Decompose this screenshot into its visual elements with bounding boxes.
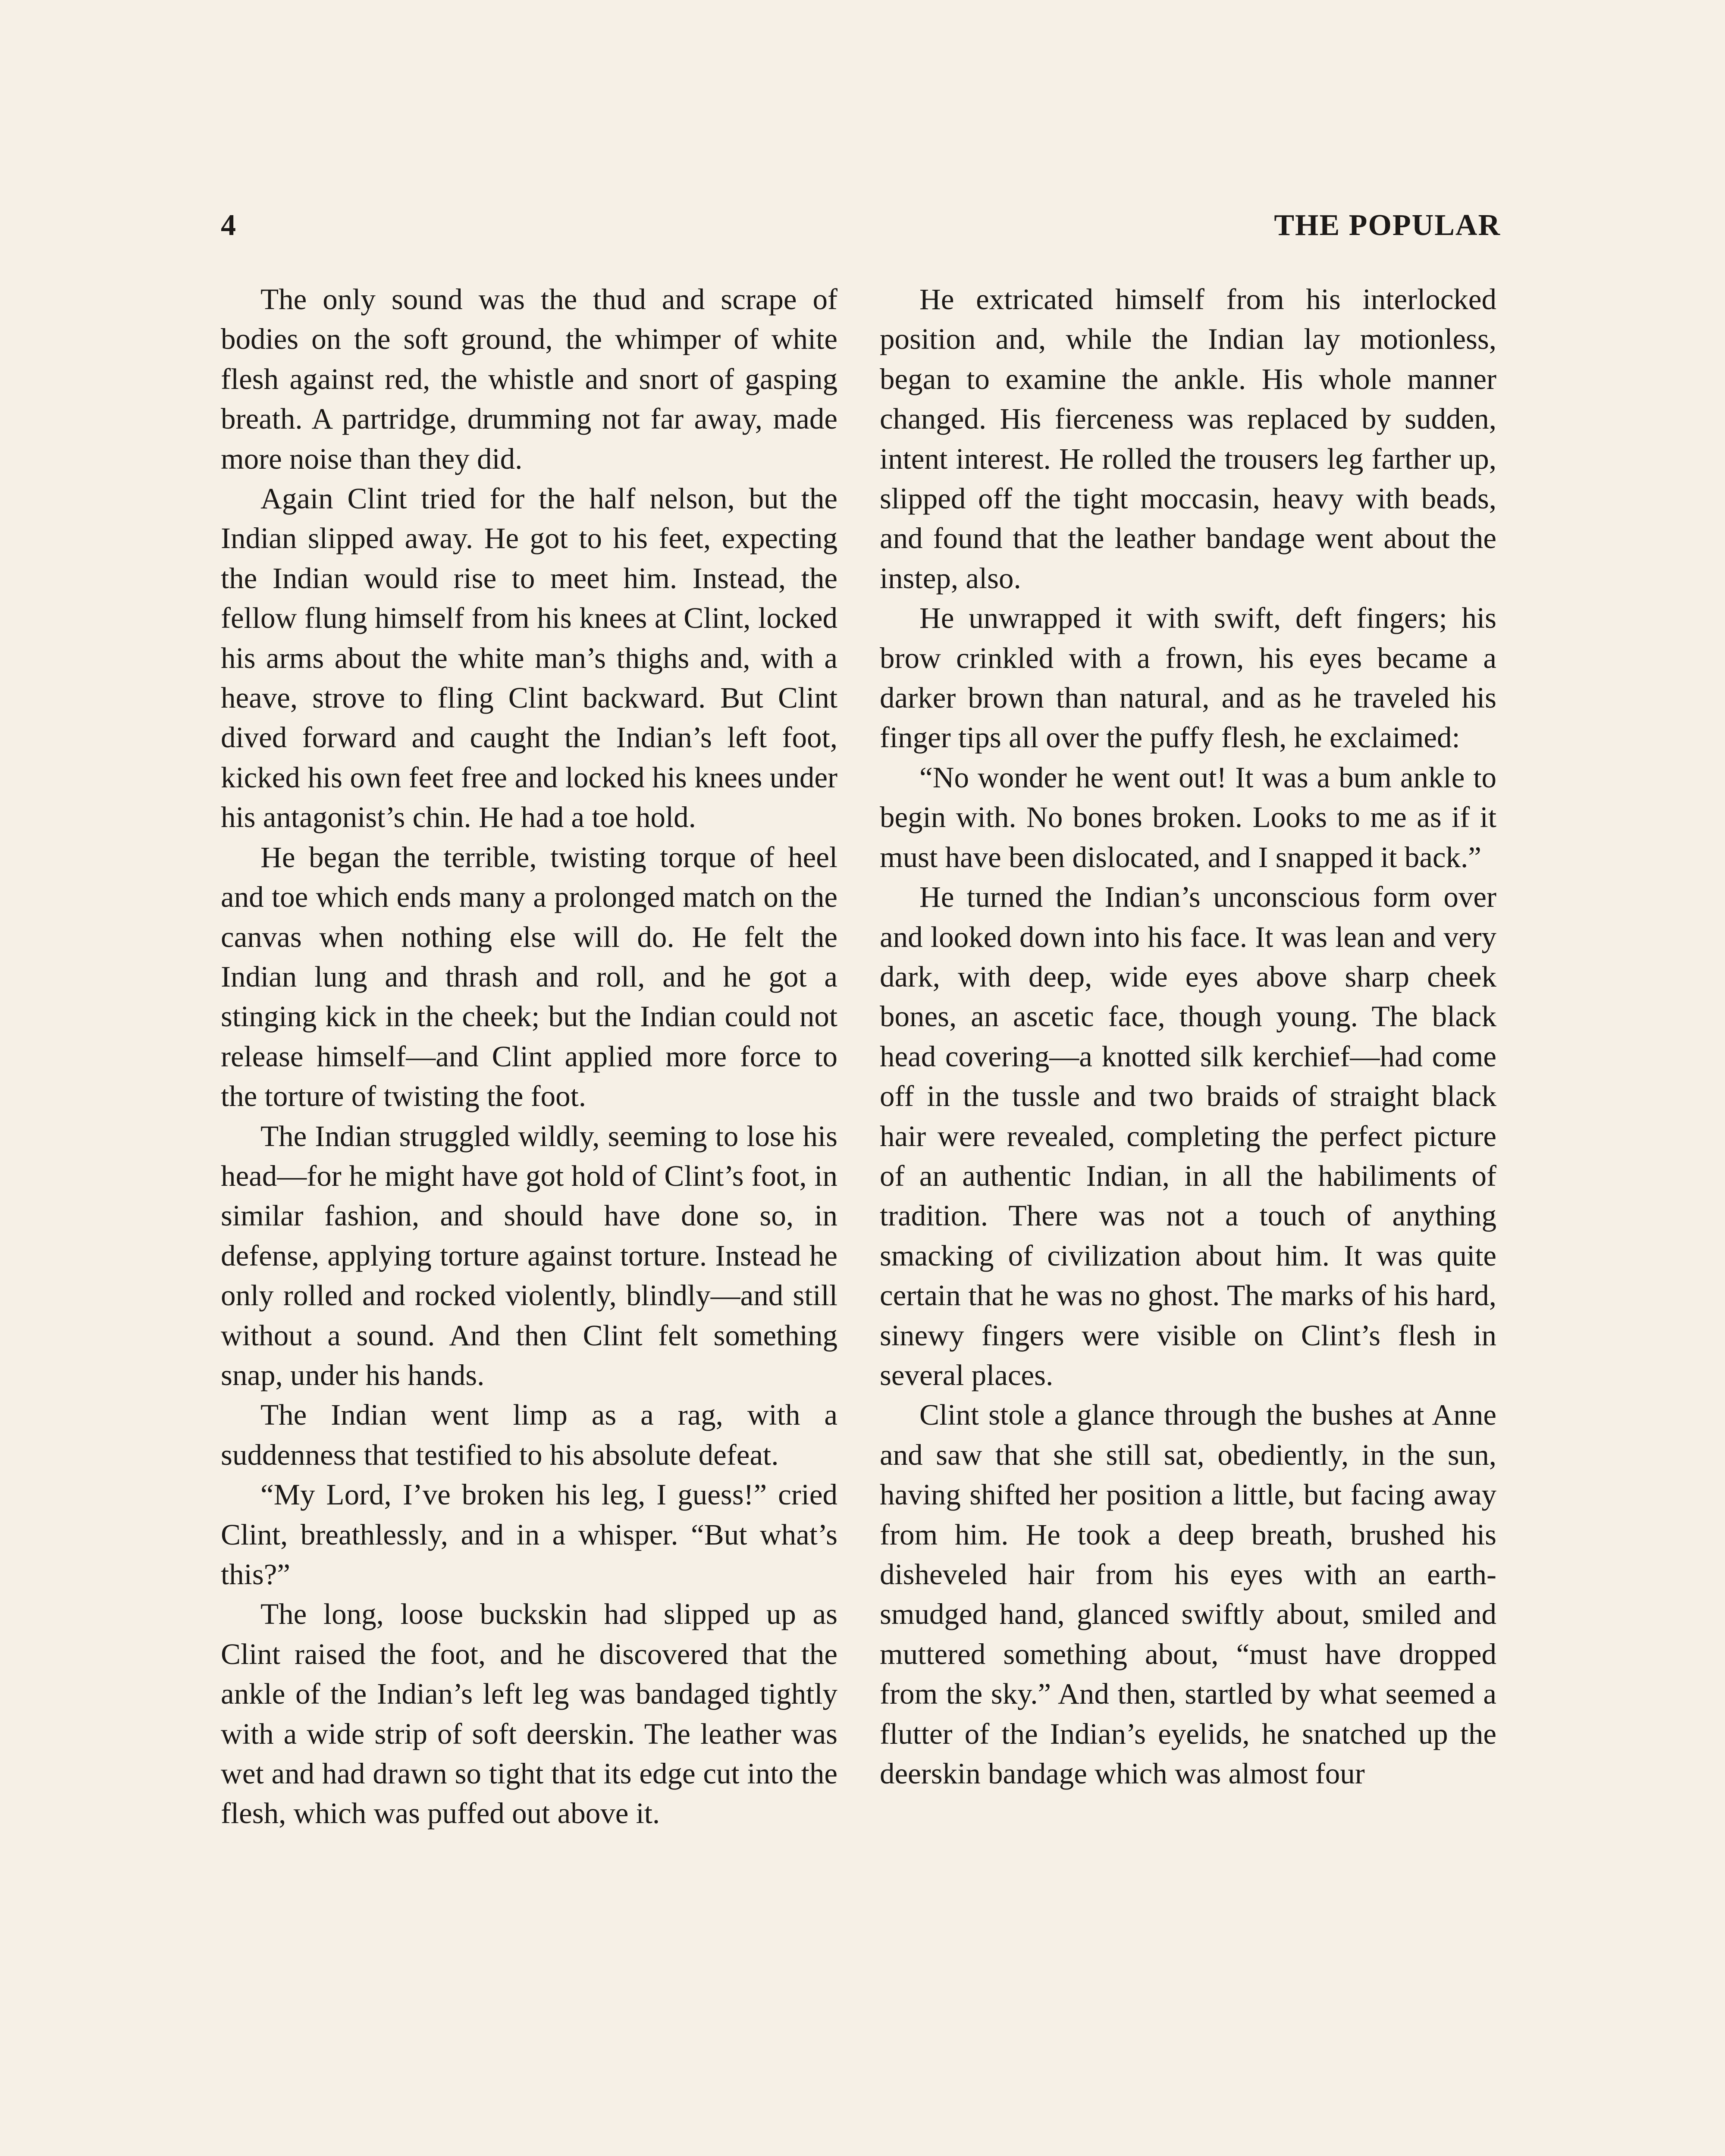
right-text-column bbox=[880, 279, 1496, 1793]
paragraph: The long, loose buckskin had slipped up as Clint raised the foot, and he discovered that the ankle of the Indian’s left leg was bandaged tightly with a wide strip of soft deerskin. The leather was wet and had drawn so tight that its edge cut into the flesh, which was puffed out above it. bbox=[221, 1598, 837, 1830]
running-head: THE POPULAR bbox=[1274, 209, 1501, 242]
paragraph: Again Clint tried for the half nelson, but the Indian slipped away. He got to his feet, expecting the Indian would rise to meet him. Instead, the fellow flung himself from his knees at Clint, locked his arms about the white man’s thighs and, with a heave, strove to fling Clint backward. But Clint dived forward and caught the Indian’s left foot, kicked his own feet free and locked his knees under his antagonist’s chin. He had a toe hold. bbox=[221, 482, 837, 834]
paragraph: He unwrapped it with swift, deft fingers; his brow crinkled with a frown, his eyes became a darker brown than natural, and as he traveled his finger tips all over the puffy flesh, he exclaimed: bbox=[880, 602, 1496, 754]
paragraph: He began the terrible, twisting torque of heel and toe which ends many a prolonged match on the canvas when nothing else will do. He felt the Indian lung and thrash and roll, and he got a stinging kick in the cheek; but the Indian could not release himself—and Clint applied more force to the torture of twisting the foot. bbox=[221, 840, 837, 1113]
paragraph: He turned the Indian’s unconscious form over and looked down into his face. It was lean and very dark, with deep, wide eyes above sharp cheek bones, an ascetic face, though young. The black head covering—a knotted silk kerchief—had come off in the tussle and two braids of straight black hair were revealed, completing the perfect picture of an authentic Indian, in all the habiliments of tradition. There was not a touch of anything smacking of civilization about him. It was quite certain that he was no ghost. The marks of his hard, sinewy fingers were visible on Clint’s flesh in several places. bbox=[880, 881, 1496, 1391]
paragraph: He extricated himself from his interlocked position and, while the Indian lay motionless, began to examine the ankle. His whole manner changed. His fierceness was replaced by sudden, intent interest. He rolled the trousers leg farther up, slipped off the tight moccasin, heavy with beads, and found that the leather bandage went about the instep, also. bbox=[880, 283, 1496, 595]
left-text-column bbox=[221, 279, 837, 1833]
paragraph: “No wonder he went out! It was a bum ankle to begin with. No bones broken. Looks to me as if it must have been dislocated, and I snapped it back.” bbox=[880, 761, 1496, 874]
paragraph: The only sound was the thud and scrape of bodies on the soft ground, the whimper of white flesh against red, the whistle and snort of gasping breath. A partridge, drumming not far away, made more noise than they did. bbox=[221, 283, 837, 475]
paragraph: “My Lord, I’ve broken his leg, I guess!” cried Clint, breathlessly, and in a whisper. “But what’s this?” bbox=[221, 1478, 837, 1591]
paragraph: Clint stole a glance through the bushes at Anne and saw that she still sat, obediently, in the sun, having shifted her position a little, but facing away from him. He took a deep breath, brushed his disheveled hair from his eyes with an earth-smudged hand, glanced swiftly about, smiled and muttered something about, “must have dropped from the sky.” And then, startled by what seemed a flutter of the Indian’s eyelids, he snatched up the deerskin bandage which was almost four bbox=[880, 1398, 1496, 1790]
paragraph: The Indian went limp as a rag, with a suddenness that testified to his absolute defeat. bbox=[221, 1398, 837, 1471]
page-number: 4 bbox=[221, 209, 236, 242]
paragraph: The Indian struggled wildly, seeming to lose his head—for he might have got hold of Clint’s foot, in similar fashion, and should have done so, in defense, applying torture against torture. Instead he only rolled and rocked violently, blindly—and still without a sound. And then Clint felt something snap, under his hands. bbox=[221, 1119, 837, 1391]
